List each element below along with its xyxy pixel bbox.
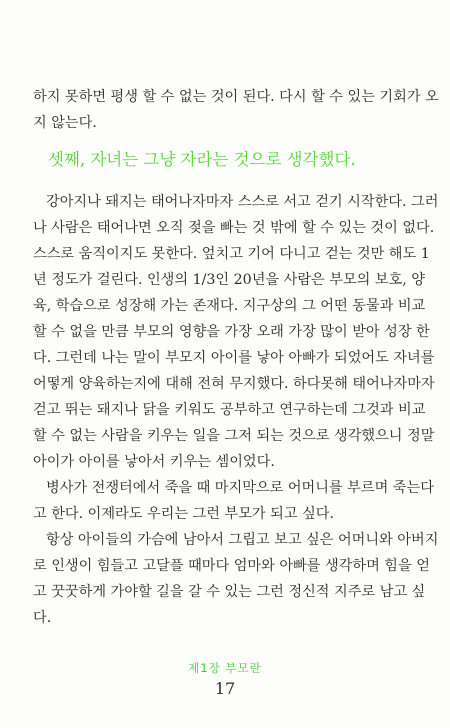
chapter-label: 제1장 부모란: [188, 661, 262, 675]
body-text-line: 지 않는다.: [33, 115, 97, 131]
body-text-line: 년 정도가 걸린다. 인생의 1/3인 20년을 사람은 부모의 보호, 양: [33, 272, 426, 288]
body-text-line: 강아지나 돼지는 태어나자마자 스스로 서고 걷기 시작한다. 그러: [46, 194, 439, 210]
body-text-line: 하지 못하면 평생 할 수 없는 것이 된다. 다시 할 수 있는 기회가 오: [33, 89, 439, 105]
body-text-line: 나 사람은 태어나면 오직 젖을 빠는 것 밖에 할 수 있는 것이 없다.: [33, 220, 435, 236]
body-text-line: 병사가 전쟁터에서 죽을 때 마지막으로 어머니를 부르며 죽는다: [46, 480, 434, 496]
body-text-line: 어떻게 양육하는지에 대해 전혀 무지했다. 하다못해 태어나자마자: [33, 376, 435, 392]
body-text-line: 아이가 아이를 낳아서 키우는 셈이었다.: [33, 454, 275, 470]
body-text-line: 육, 학습으로 성장해 가는 존재다. 지구상의 그 어떤 동물과 비교: [33, 298, 426, 314]
body-text-line: 할 수 없을 만큼 부모의 영향을 가장 오래 가장 많이 받아 성장 한: [33, 324, 430, 340]
body-text-line: 다.: [33, 610, 52, 626]
body-text-line: 할 수 없는 사람을 키우는 일을 그저 되는 것으로 생각했으니 정말: [33, 428, 435, 444]
body-text-line: 다. 그런데 나는 말이 부모지 아이를 낳아 아빠가 되었어도 자녀를: [33, 350, 435, 366]
body-text-line: 스스로 움직이지도 못한다. 엎치고 기어 다니고 걷는 것만 해도 1: [33, 246, 430, 262]
body-text-line: 고 한다. 이제라도 우리는 그런 부모가 되고 싶다.: [33, 506, 334, 522]
body-text-line: 항상 아이들의 가슴에 남아서 그립고 보고 싶은 어머니와 아버지: [46, 532, 439, 548]
page-number: 17: [214, 679, 236, 698]
body-text-line: 걷고 뛰는 돼지나 닭을 키워도 공부하고 연구하는데 그것과 비교: [33, 402, 426, 418]
body-text-line: 고 꿋꿋하게 가야할 길을 갈 수 있는 그런 정신적 지주로 남고 싶: [33, 584, 426, 600]
body-text-line: 로 인생이 힘들고 고달플 때마다 엄마와 아빠를 생각하며 힘을 얻: [33, 558, 430, 574]
section-heading: 셋째, 자녀는 그냥 자라는 것으로 생각했다.: [48, 150, 356, 169]
